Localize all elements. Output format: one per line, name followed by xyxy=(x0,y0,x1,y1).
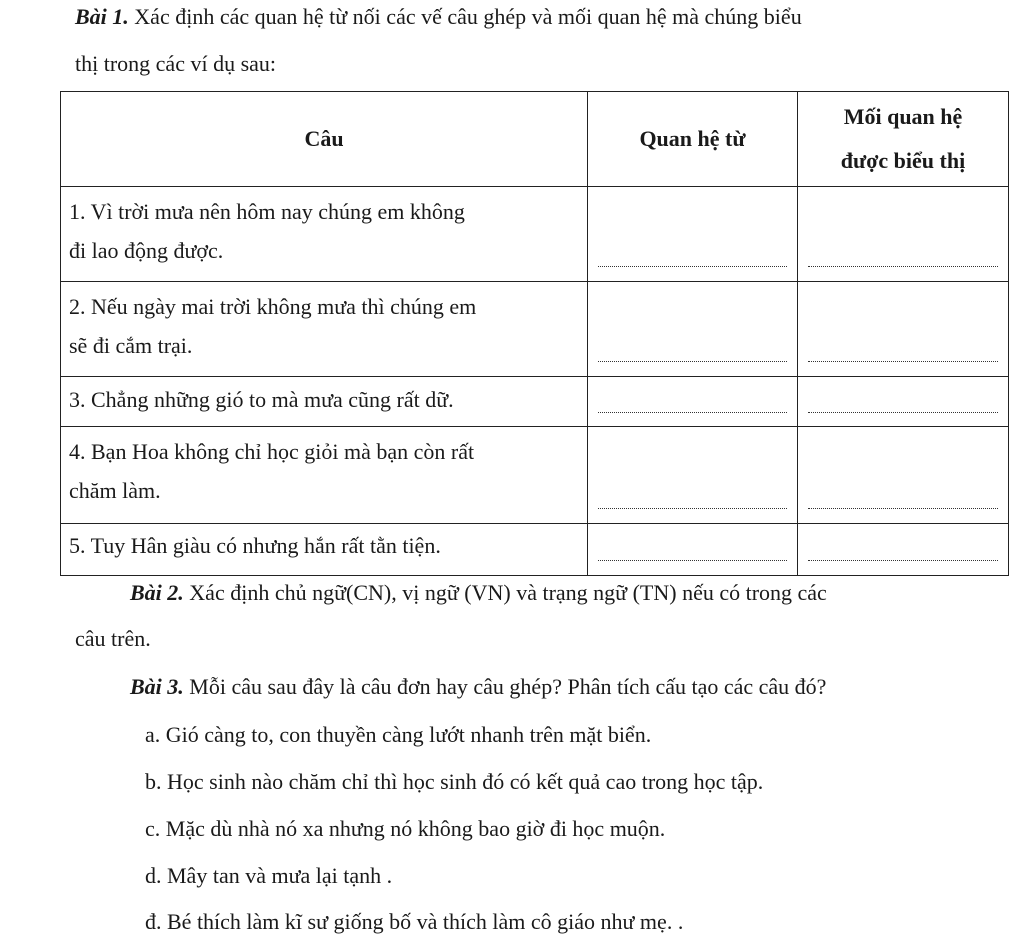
table-row xyxy=(61,427,1009,524)
sentence-4-line1: 4. Bạn Hoa không chỉ học giỏi mà bạn còn rất xyxy=(69,439,475,464)
dotted-answer-line xyxy=(808,560,998,561)
table-row xyxy=(61,282,1009,377)
sentence-cell xyxy=(61,282,588,377)
sentence-5-line1: 5. Tuy Hân giàu có nhưng hắn rất tằn tiện. xyxy=(69,533,441,558)
bai1-line1 xyxy=(75,2,802,32)
bai1-line2: thị trong các ví dụ sau: xyxy=(75,51,277,76)
bai3-item-a: a. Gió càng to, con thuyền càng lướt nhanh trên mặt biển. xyxy=(145,722,652,747)
exercise-table xyxy=(60,91,1009,576)
answer-cell-quan-he-tu[interactable] xyxy=(588,524,798,576)
bai3-line xyxy=(130,672,826,702)
dotted-answer-line xyxy=(598,560,787,561)
bai1-text: Xác định các quan hệ từ nối các vế câu ghép và mối quan hệ mà chúng biểu xyxy=(134,4,802,29)
sentence-1-line1: 1. Vì trời mưa nên hôm nay chúng em không xyxy=(69,199,465,224)
dotted-answer-line xyxy=(808,266,998,267)
bai3-item-b: b. Học sinh nào chăm chỉ thì học sinh đó có kết quả cao trong học tập. xyxy=(145,769,764,794)
dotted-answer-line xyxy=(808,508,998,509)
bai3-item-dd: đ. Bé thích làm kĩ sư giống bố và thích làm cô giáo như mẹ. . xyxy=(145,909,684,934)
header-cau: Câu xyxy=(61,92,588,187)
answer-cell-moi-quan-he[interactable] xyxy=(798,377,1009,427)
sentence-2-line1: 2. Nếu ngày mai trời không mưa thì chúng em xyxy=(69,294,477,319)
dotted-answer-line xyxy=(808,412,998,413)
answer-cell-quan-he-tu[interactable] xyxy=(588,377,798,427)
sentence-2-line2: sẽ đi cắm trại. xyxy=(69,333,193,358)
bai3-text: Mỗi câu sau đây là câu đơn hay câu ghép? Phân tích cấu tạo các câu đó? xyxy=(189,674,827,699)
sentence-cell xyxy=(61,524,588,576)
table-row xyxy=(61,377,1009,427)
bai3-item-c: c. Mặc dù nhà nó xa nhưng nó không bao giờ đi học muộn. xyxy=(145,816,666,841)
sentence-cell xyxy=(61,427,588,524)
answer-cell-quan-he-tu[interactable] xyxy=(588,427,798,524)
table-header-row xyxy=(61,92,1009,187)
header-moi-quan-he-line2: được biểu thị xyxy=(840,148,966,173)
answer-cell-moi-quan-he[interactable] xyxy=(798,282,1009,377)
table-row xyxy=(61,187,1009,282)
dotted-answer-line xyxy=(808,361,998,362)
header-moi-quan-he-line1: Mối quan hệ xyxy=(843,104,963,129)
answer-cell-quan-he-tu[interactable] xyxy=(588,187,798,282)
dotted-answer-line xyxy=(598,508,787,509)
bai2-text: Xác định chủ ngữ(CN), vị ngữ (VN) và trạng ngữ (TN) nếu có trong các xyxy=(189,580,827,605)
sentence-1-line2: đi lao động được. xyxy=(69,238,224,263)
bai2-line2: câu trên. xyxy=(75,626,151,651)
table-row xyxy=(61,524,1009,576)
header-quan-he-tu: Quan hệ từ xyxy=(588,92,798,187)
bai3-label: Bài 3. xyxy=(130,674,184,699)
sentence-cell xyxy=(61,187,588,282)
bai2-label: Bài 2. xyxy=(130,580,184,605)
answer-cell-quan-he-tu[interactable] xyxy=(588,282,798,377)
sentence-cell xyxy=(61,377,588,427)
answer-cell-moi-quan-he[interactable] xyxy=(798,524,1009,576)
dotted-answer-line xyxy=(598,266,787,267)
sentence-3-line1: 3. Chẳng những gió to mà mưa cũng rất dữ. xyxy=(69,387,454,412)
bai1-label: Bài 1. xyxy=(75,4,129,29)
dotted-answer-line xyxy=(598,361,787,362)
answer-cell-moi-quan-he[interactable] xyxy=(798,427,1009,524)
answer-cell-moi-quan-he[interactable] xyxy=(798,187,1009,282)
bai3-item-d: d. Mây tan và mưa lại tạnh . xyxy=(145,863,393,888)
bai2-line1 xyxy=(130,578,827,608)
dotted-answer-line xyxy=(598,412,787,413)
sentence-4-line2: chăm làm. xyxy=(69,478,161,503)
header-moi-quan-he xyxy=(798,92,1009,187)
